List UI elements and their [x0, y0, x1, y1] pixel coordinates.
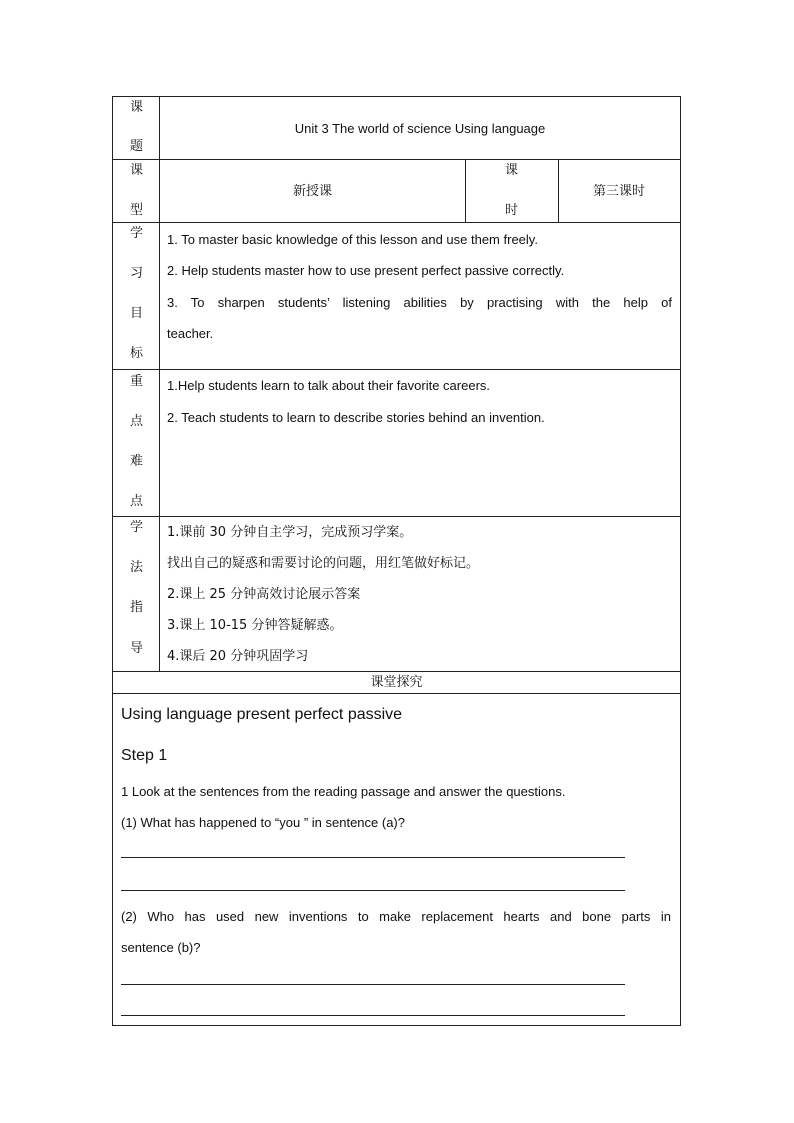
objective-item-1: 1. To master basic knowledge of this lesson and use them freely. [167, 232, 538, 247]
topic-label [113, 97, 160, 159]
study-guide-item-1: 1.课前 30 分钟自主学习，完成预习学案。 [167, 525, 413, 540]
lesson-type-value: 新授课 [292, 184, 332, 199]
topic-label-char-2: 题 [129, 139, 143, 154]
study-guide-label-char-3: 指 [129, 600, 143, 615]
topic-row [113, 97, 680, 160]
exploration-instruction: 1 Look at the sentences from the reading passage and answer the questions. [121, 784, 566, 799]
objectives-label-char-1: 学 [129, 226, 143, 241]
study-guide-item-5: 4.课后 20 分钟巩固学习 [167, 649, 309, 664]
objective-item-3: 3. To sharpen students’ listening abilities by practising with the help of [167, 295, 672, 310]
step-heading: Step 1 [121, 747, 168, 764]
exploration-title: Using language present perfect passive [121, 706, 403, 723]
study-guide-row [113, 517, 680, 672]
key-points-label-char-3: 难 [129, 454, 143, 469]
answer-line-2[interactable] [121, 890, 625, 891]
lesson-plan-table [112, 96, 681, 1026]
objectives-label-char-4: 标 [129, 346, 143, 361]
period-value: 第三课时 [592, 184, 645, 199]
period-label-char-1: 课 [504, 163, 518, 178]
objective-item-2: 2. Help students master how to use present perfect passive correctly. [167, 263, 565, 278]
type-row [113, 160, 680, 223]
type-label-char-2: 型 [129, 203, 143, 218]
key-point-item-1: 1.Help students learn to talk about their favorite careers. [167, 378, 491, 393]
answer-line-3[interactable] [121, 984, 625, 985]
question-1: (1) What has happened to “you ” in sentence (a)? [121, 815, 405, 830]
study-guide-label [113, 517, 160, 671]
study-guide-item-3: 2.课上 25 分钟高效讨论展示答案 [167, 587, 361, 602]
key-point-item-2: 2. Teach students to learn to describe stories behind an invention. [167, 410, 545, 425]
type-label [113, 160, 160, 222]
study-guide-item-2: 找出自己的疑惑和需要讨论的问题，用红笔做好标记。 [167, 556, 480, 571]
section-header-row [113, 672, 680, 694]
study-guide-label-char-4: 导 [129, 641, 143, 656]
section-header: 课堂探究 [370, 675, 423, 690]
period-label-char-2: 时 [504, 203, 518, 218]
answer-line-1[interactable] [121, 857, 625, 858]
key-points-label [113, 370, 160, 516]
question-2: (2) Who has used new inventions to make replacement hearts and bone parts in [121, 909, 671, 924]
answer-line-4[interactable] [121, 1015, 625, 1016]
topic-label-char-1: 课 [129, 100, 143, 115]
study-guide-content [160, 517, 680, 671]
study-guide-item-4: 3.课上 10-15 分钟答疑解惑。 [167, 618, 343, 633]
topic-value: Unit 3 The world of science Using language [294, 121, 546, 136]
question-2-cont: sentence (b)? [121, 940, 201, 955]
objective-item-3-cont: teacher. [167, 326, 214, 341]
objectives-label-char-2: 习 [129, 266, 143, 281]
study-guide-label-char-1: 学 [129, 520, 143, 535]
period-label [465, 160, 558, 222]
objectives-content [160, 223, 680, 369]
topic-content [160, 97, 680, 159]
key-points-label-char-2: 点 [129, 414, 143, 429]
key-points-row [113, 370, 680, 517]
key-points-content [160, 370, 680, 516]
key-points-label-char-4: 点 [129, 494, 143, 509]
objectives-label [113, 223, 160, 369]
objectives-row [113, 223, 680, 370]
key-points-label-char-1: 重 [129, 374, 143, 389]
objectives-label-char-3: 目 [129, 306, 143, 321]
type-content [160, 160, 680, 222]
study-guide-label-char-2: 法 [129, 560, 143, 575]
exploration-section [113, 694, 680, 1025]
type-label-char-1: 课 [129, 163, 143, 178]
